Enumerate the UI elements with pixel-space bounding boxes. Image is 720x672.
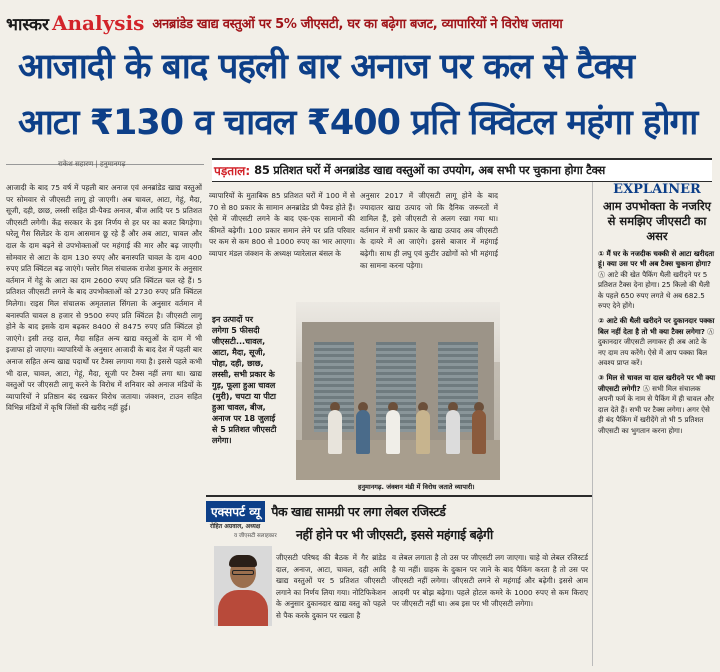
analysis-tag: Analysis bbox=[51, 11, 145, 35]
explainer-tag: EXPLAINER bbox=[613, 182, 701, 197]
qa-question: ② आटे की थैली खरीदने पर दुकानदार पक्का बिल नहीं देता है तो भी क्या टैक्स लगेगा? bbox=[598, 316, 715, 336]
article-column-2: व्यापारियों के मुताबिक 85 प्रतिशत घरों में 100 में से 70 से 80 प्रकार के सामान अनब्रांडेड प्री पैक्ड होते हैं। ऐसे में जीएसटी लगने के बाद एक-एक सामानों की कीमतें बढ़ेगी। 100 प्रकार समान लेने पर प्रति परिवार पर कम से कम 800 से 1000 रुपए का भार आएगा। व्यापार मंडल जंक्शन के अध्यक्ष प्यारेलाल बंसल के bbox=[209, 191, 355, 258]
protest-photo bbox=[296, 302, 500, 480]
qa-answer: Ⓐ आटे की खेत पैकिंग थैली खरीदने पर 5 प्रतिशत टैक्स देना होगा। 25 किलो की थैली के पहले 650 रुपए लगते थे अब 682.5 रुपए देने होंगे। bbox=[598, 269, 710, 311]
expert-header bbox=[206, 495, 592, 525]
headline-line-2: आटा ₹130 व चावल ₹400 प्रति क्विंटल महंगा होगा bbox=[18, 103, 698, 143]
photo-person bbox=[446, 410, 460, 454]
portrait-body bbox=[218, 590, 268, 626]
kicker-text: अनब्रांडेड खाद्य वस्तुओं पर 5% जीएसटी, घर का बढ़ेगा बजट, व्यापारियों ने विरोध जताया bbox=[152, 17, 563, 32]
expert-column-1: जीएसटी परिषद की बैठक में गैर ब्रांडेड दाल, अनाज, आटा, चावल, दही आदि खाद्य वस्तुओं पर 5 प्रतिशत जीएसटी लगाने का निर्णय लिया गया। नोटिफिकेशन के अनुसार दुकानदार खाद्य वस्तु को पहले से पैक करके दुकान पर रखता है bbox=[276, 553, 386, 620]
brand-logo: भास्कर bbox=[6, 14, 49, 35]
photo-person bbox=[416, 410, 430, 454]
qa-item bbox=[598, 249, 716, 311]
photo-person bbox=[472, 410, 486, 454]
article-column-1: आजादी के बाद 75 वर्ष में पहली बार अनाज एवं अनब्रांडेड खाद्य वस्तुओं पर सोमवार से जीएसटी लागू हो जाएगी। अब चावल, आटा, गेहूं, मैदा, सूजी, दही, छाछ, लस्सी सहित प्री-पैक्ड अनाज, बीज आदि पर 5 प्रतिशत जीएसटी लगेगी। केंद्र सरकार के इस निर्णय से हर घर का बजट बिगड़ेगा। घरेलू गैस सिलेंडर के दाम आसमान छू रहे हैं और अब आटा, चावल और दाल के दाम बढ़ने से उपभोक्ताओं पर महंगाई की मार और बढ़ जाएगी। सोमवार से आटा के दाम 130 रुपए और बनास्पति चावल के दाम 400 रुपए प्रति क्विंटल बढ़ जाएंगे। फ्लोर मिल संचालक राजेश कुमार के अनुसार वर्तमान में गेहूं के आटा का दाम 2600 रुपए प्रति क्विंटल चल रहे हैं। 5 प्रतिशत जीएसटी लगने के बाद उपभोक्ताओं को 2730 रुपए प्रति क्विंटल मिलेगा। राइस मिल संचालक अमृतलाल सिंगला के अनुसार वर्तमान में बनास्पति चावल 8 हजार से 9500 रुपए प्रति क्विंटल है। जीएसटी लागू होने के बाद इसके दाम बढ़कर 8400 से 8475 रुपए प्रति क्विंटल हो जाएंगे। इसी तरह दाल, मैदा सहित अन्य खाद्य वस्तुओं के दाम में भी इजाफा हो जाएगा। व्यापारियों के अनुसार आजादी के बाद देश में पहली बार अनाज सहित अन्य खाद्य पदार्थों पर टैक्स लगाया गया है। इससे पहले कभी भी दाल, चावल, आटा, गेहूं, मैदा, सूजी पर टैक्स नहीं लगा था। खाद्य वस्तुओं पर जीएसटी लागू करने के विरोध में शनिवार को अनाज मंडियों के व्यापारियों ने प्रतिष्ठान बंद रखकर विरोध जताया। जंक्शन, टाउन सहित विभिन्न मंडियों में कृषि जिंसों की खरीद नहीं हुई। bbox=[6, 183, 202, 413]
qa-answer: Ⓐ सभी मिल संचालक अपनी फर्म के नाम से पैकिंग में ही चावल और दाल देते हैं। सभी पर टैक्स लगेगा। अगर ऐसे ही बंद पैकिंग में खरीदेंगे तो भी 5 प्रतिशत जीएसटी का भुगतान करना होगा। bbox=[598, 383, 714, 435]
byline: राकेश सहारण | हनुमानगढ़ bbox=[58, 160, 126, 168]
photo-person bbox=[386, 410, 400, 454]
portrait-glasses bbox=[232, 570, 254, 575]
explainer-sidebar bbox=[592, 182, 716, 666]
products-callout: इन उत्पादों पर लगेगा 5 फीसदी जीएसटी...चावल, आटा, मैदा, सूजी, पोहा, दही, छाछ, लस्सी, सभी प्रकार के गुड़, फूला हुआ चावल (मुरी), चपटा या पीटा हुआ चावल, बीज, अनाज पर 18 जुलाई से 5 प्रतिशत जीएसटी लगेगा। bbox=[212, 314, 292, 446]
qa-item bbox=[598, 373, 716, 435]
expert-column-2: व लेबल लगाता है तो उस पर जीएसटी लग जाएगा। चाहे वो लेबल रजिस्टर्ड है या नहीं। ग्राहक के दुकान पर जाने के बाद पैकिंग करता है तो उस पर जीएसटी नहीं लगेगा। जीएसटी लगने से महंगाई और बढ़ेगी। इससे आम आदमी पर बोझ बढ़ेगा। पहले होटल कमरे के 1000 रुपए से कम किराए पर जीएसटी नहीं था। अब इस पर भी जीएसटी लगेगा। bbox=[392, 553, 588, 609]
expert-role: व जीएसटी सलाहकार bbox=[234, 533, 277, 539]
expert-name: रोहित अग्रवाल, अध्यक्ष bbox=[210, 523, 261, 530]
expert-tag: एक्सपर्ट व्यू bbox=[206, 501, 265, 522]
explainer-title: आम उपभोक्ता के नजरिए से समझिए जीएसटी का असर bbox=[602, 199, 712, 243]
headline-line-1: आजादी के बाद पहली बार अनाज पर कल से टैक्स bbox=[18, 47, 635, 87]
article-column-3: अनुसार 2017 में जीएसटी लागू होने के बाद ज्यादातर खाद्य उत्पाद जो कि दैनिक जरूरतों में शामिल हैं, इसे जीएसटी से अलग रखा गया था। वर्तमान में सभी प्रकार के खाद्य उत्पाद अब जीएसटी के दायरे में आ जाएंगे। इससे बाजार में महंगाई बढ़ेगी। साथ ही लघु एवं कुटीर उद्योगों को भी महंगाई का सामना करना पड़ेगा। bbox=[360, 191, 498, 270]
expert-title-line-1: पैक खाद्य सामग्री पर लगा लेबल रजिस्टर्ड bbox=[271, 503, 446, 519]
qa-question: ③ मिल से चावल या दाल खरीदने पर भी क्या जीएसटी लगेगी? bbox=[598, 373, 716, 393]
photo-caption: हनुमानगढ़. जंक्शन मंडी में विरोध जताते व्यापारी। bbox=[358, 483, 475, 491]
expert-portrait bbox=[214, 546, 272, 626]
qa-item bbox=[598, 316, 716, 368]
photo-person bbox=[328, 410, 342, 454]
subhead-label: पड़ताल: bbox=[214, 164, 251, 178]
subhead bbox=[212, 158, 712, 182]
expert-title-line-2: नहीं होने पर भी जीएसटी, इससे महंगाई बढ़ेगी bbox=[296, 527, 493, 542]
qa-answer: Ⓐ दुकानदार जीएसटी लगाकर ही अब आटे के नए दाम तय करेंगे। ऐसे में आप पक्का बिल अवश्य प्राप्त करें। bbox=[598, 326, 715, 368]
subhead-text: 85 प्रतिशत घरों में अनब्रांडेड खाद्य वस्तुओं का उपयोग, अब सभी पर चुकाना होगा टैक्स bbox=[254, 163, 605, 177]
photo-person bbox=[356, 410, 370, 454]
portrait-hair bbox=[229, 555, 257, 567]
qa-question: ① मैं घर के नजदीक चक्की से आटा खरीदता हूं। क्या उस पर भी अब टैक्स चुकाना होगा? bbox=[598, 249, 715, 269]
kicker bbox=[6, 8, 714, 38]
